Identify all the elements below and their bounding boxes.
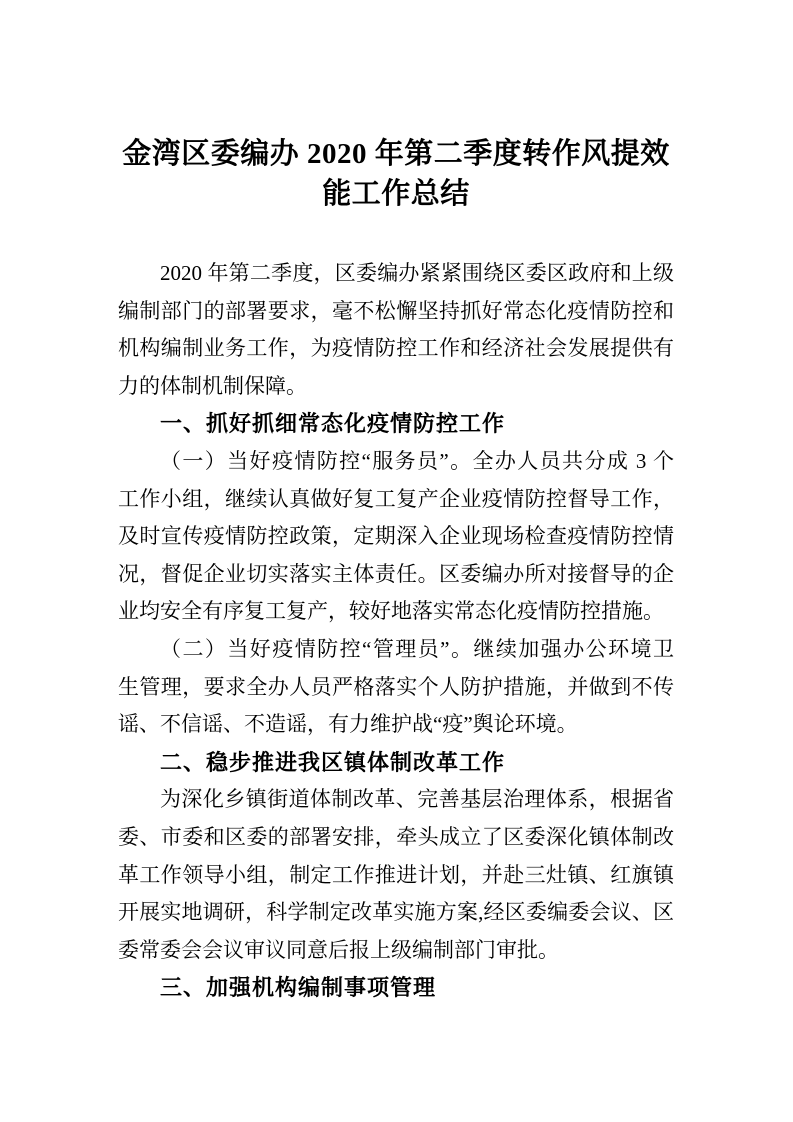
document-body [118,255,674,1007]
paragraph-line: 生管理，要求全办人员严格落实个人防护措施，并做到不传 [118,674,674,699]
section-heading-3: 三、加强机构编制事项管理 [160,975,437,1001]
paragraph-line: 委常委会会议审议同意后报上级编制部门审批。 [118,937,559,962]
document-title [118,134,674,214]
paragraph-line: 机构编制业务工作，为疫情防控工作和经济社会发展提供有 [118,336,674,361]
paragraph-line: 开展实地调研，科学制定改革实施方案,经区委编委会议、区 [118,900,674,925]
paragraph-line: 业均安全有序复工复产，较好地落实常态化疫情防控措施。 [118,599,664,624]
paragraph-line: 为深化乡镇街道体制改革、完善基层治理体系，根据省 [160,787,674,812]
section1-paragraph-2 [118,631,674,744]
section2-paragraph-1 [118,781,674,969]
section-heading-2: 二、稳步推进我区镇体制改革工作 [160,749,506,775]
paragraph-line: 2020 年第二季度，区委编办紧紧围绕区委区政府和上级 [160,261,674,285]
document-title-line-2: 能工作总结 [322,178,470,210]
section1-paragraph-1 [118,443,674,631]
paragraph-line: 况，督促企业切实落实主体责任。区委编办所对接督导的企 [118,561,674,586]
paragraph-line: 及时宣传疫情防控政策，定期深入企业现场检查疫情防控情 [118,524,674,549]
section-heading-1: 一、抓好抓细常态化疫情防控工作 [160,411,506,437]
paragraph-line: 工作小组，继续认真做好复工复产企业疫情防控督导工作， [118,486,674,511]
paragraph-line: 委、市委和区委的部署安排，牵头成立了区委深化镇体制改 [118,824,674,849]
paragraph-line: 革工作领导小组，制定工作推进计划，并赴三灶镇、红旗镇 [118,862,674,887]
paragraph-line: （二）当好疫情防控“管理员”。继续加强办公环境卫 [160,636,674,661]
paragraph-line: 谣、不信谣、不造谣，有力维护战“疫”舆论环境。 [118,712,578,737]
paragraph-line: 力的体制机制保障。 [118,373,307,398]
paragraph-line: 编制部门的部署要求，毫不松懈坚持抓好常态化疫情防控和 [118,298,674,323]
paragraph-line: （一）当好疫情防控“服务员”。全办人员共分成 3 个 [160,448,674,473]
intro-paragraph [118,255,674,405]
document-title-line-1: 金湾区委编办 2020 年第二季度转作风提效 [122,138,670,170]
